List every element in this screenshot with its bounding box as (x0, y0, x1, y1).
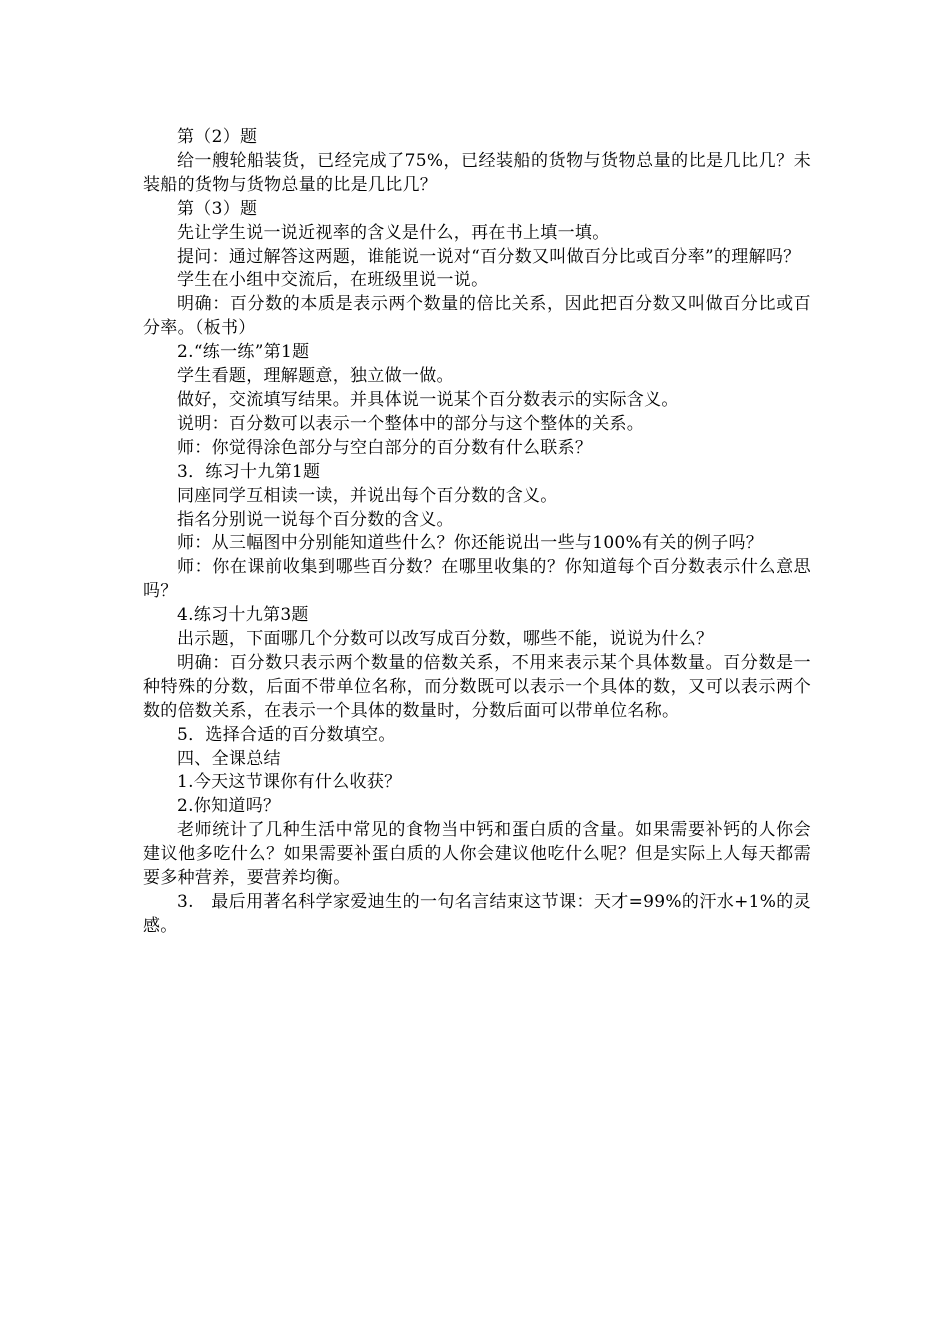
paragraph-teacher-collected: 师：你在课前收集到哪些百分数？在哪里收集的？你知道每个百分数表示什么意思吗？ (143, 557, 811, 602)
paragraph-heading-q2: 第（2）题 (177, 127, 258, 147)
paragraph-question-percent: 提问：通过解答这两题，谁能说一说对“百分数又叫做百分比或百分率”的理解吗？ (177, 246, 801, 267)
paragraph-group-discussion: 学生在小组中交流后，在班级里说一说。 (177, 270, 489, 291)
paragraph-did-you-know: 2.你知道吗？ (177, 796, 281, 817)
paragraph-gains: 1.今天这节课你有什么收获？ (177, 772, 402, 793)
paragraph-edison-quote: 3. 最后用著名科学家爱迪生的一句名言结束这节课：天才=99%的汗水+1%的灵感。 (143, 892, 811, 936)
paragraph-choose-percent: 5．选择合适的百分数填空。 (177, 724, 396, 745)
paragraph-explain-whole: 说明：百分数可以表示一个整体中的部分与这个整体的关系。 (177, 413, 645, 434)
paragraph-students-read: 学生看题，理解题意，独立做一做。 (177, 366, 454, 387)
paragraph-nutrition: 老师统计了几种生活中常见的食物当中钙和蛋白质的含量。如果需要补钙的人你会建议他多吃什么？如果需要补蛋白质的人你会建议他吃什么呢？但是实际上人每天都需要多种营养，要营养均衡。 (143, 820, 811, 889)
paragraph-myopia-rate: 先让学生说一说近视率的含义是什么，再在书上填一填。 (177, 222, 610, 243)
paragraph-practice-1: 2.“练一练”第1题 (177, 342, 310, 363)
paragraph-summary-heading: 四、全课总结 (177, 748, 281, 769)
paragraph-desk-mates: 同座同学互相读一读，并说出每个百分数的含义。 (177, 485, 558, 506)
paragraph-exercise-19-1: 3．练习十九第1题 (177, 461, 321, 482)
paragraph-teacher-three-pictures: 师：从三幅图中分别能知道些什么？你还能说出一些与100%有关的例子吗？ (177, 533, 764, 554)
paragraph-heading-q3: 第（3）题 (177, 198, 258, 219)
paragraph-clarify-essence: 明确：百分数的本质是表示两个数量的倍比关系，因此把百分数又叫做百分比或百分率。（板书） (143, 294, 811, 339)
paragraph-clarify-difference: 明确：百分数只表示两个数量的倍数关系，不用来表示某个具体数量。百分数是一种特殊的分数，后面不带单位名称，而分数既可以表示一个具体的数，又可以表示两个数的倍数关系，在表示一个具体的数量时，分数后面可以带单位名称。 (143, 652, 811, 721)
document-page (143, 126, 811, 939)
paragraph-ship-question: 给一艘轮船装货，已经完成了75%，已经装船的货物与货物总量的比是几比几？未装船的货物与货物总量的比是几比几？ (143, 150, 811, 195)
paragraph-teacher-shaded: 师：你觉得涂色部分与空白部分的百分数有什么联系？ (177, 437, 593, 458)
paragraph-name-students: 指名分别说一说每个百分数的含义。 (177, 509, 454, 530)
paragraph-fill-results: 做好，交流填写结果。并具体说一说某个百分数表示的实际含义。 (177, 389, 679, 410)
paragraph-show-question: 出示题，下面哪几个分数可以改写成百分数，哪些不能，说说为什么？ (177, 629, 714, 650)
paragraph-exercise-19-3: 4.练习十九第3题 (177, 605, 309, 626)
